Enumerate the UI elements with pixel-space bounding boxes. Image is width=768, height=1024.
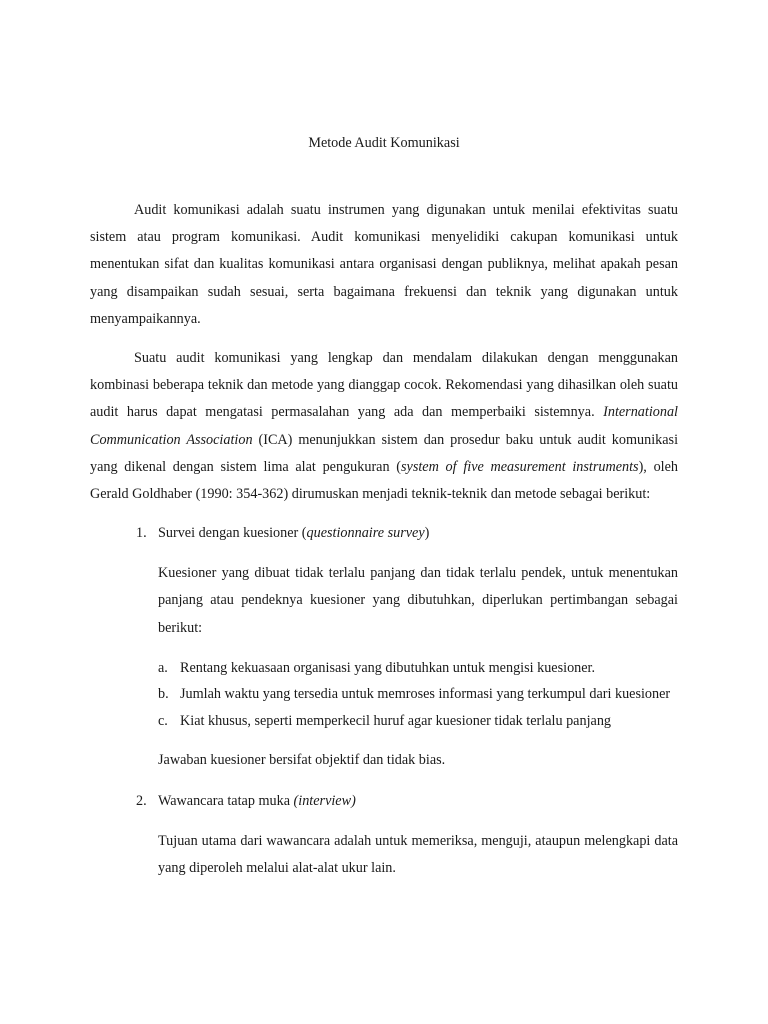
list-item-body: Tujuan utama dari wawancara adalah untuk memeriksa, menguji, ataupun melengkapi data yang diperoleh melalui alat-alat ukur lain. (158, 832, 678, 876)
sub-list-item (158, 681, 678, 708)
sub-list-marker: a. (158, 659, 168, 676)
sub-list-text: Jumlah waktu yang tersedia untuk memroses informasi yang terkumpul dari kuesioner (180, 686, 671, 703)
list-item-body: Kuesioner yang dibuat tidak terlalu panjang dan tidak terlalu pendek, untuk menentukan panjang atau pendeknya kuesioner yang dibutuhkan, diperlukan pertimbangan sebagai berikut: (158, 565, 678, 636)
methods-list (90, 520, 678, 882)
heading-italic: questionnaire survey (306, 525, 425, 542)
sub-list-text: Rentang kekuasaan organisasi yang dibutuhkan untuk mengisi kuesioner. (180, 659, 596, 676)
sub-list-marker: b. (158, 686, 169, 703)
list-number: 1. (136, 525, 147, 542)
list-item (90, 520, 678, 774)
sub-list-item (158, 655, 678, 682)
list-item (90, 788, 678, 882)
methods-text-2: (ICA) menunjukkan sistem dan prosedur baku untuk audit komunikasi yang dikenal dengan sistem lima alat pengukuran ( (90, 431, 679, 475)
list-number: 2. (136, 792, 147, 809)
heading-close: ) (424, 525, 430, 542)
list-item-heading (158, 788, 678, 815)
methods-italic-2: system of five measurement instruments (401, 458, 639, 475)
intro-paragraph: Audit komunikasi adalah suatu instrumen yang digunakan untuk menilai efektivitas suatu sistem atau program komunikasi. Audit komunikasi menyelidiki cakupan komunikasi untuk menentukan sifat dan kualitas komunikasi antara organisasi dengan publiknya, melihat apakah pesan yang disampaikan sudah sesuai, serta bagaimana frekuensi dan teknik yang digunakan untuk menyampaikannya. (90, 202, 678, 327)
sub-list (158, 655, 678, 735)
document-title: Metode Audit Komunikasi (308, 135, 460, 151)
methods-text-3: ), oleh Gerald Goldhaber (1990: 354-362) dirumuskan menjadi teknik-teknik dan metode sebagai berikut: (90, 458, 678, 503)
sub-list-item (158, 708, 678, 735)
methods-text-1: Suatu audit komunikasi yang lengkap dan mendalam dilakukan dengan menggunakan kombinasi beberapa teknik dan metode yang dianggap cocok. Rekomendasi yang dihasilkan oleh suatu audit harus dapat mengatasi permasalahan yang ada dan memperbaiki sistemnya. (90, 350, 678, 421)
list-item-heading (158, 520, 678, 547)
methods-italic-1: International Communication Association (90, 404, 678, 448)
sub-list-marker: c. (158, 712, 168, 729)
list-item-closing: Jawaban kuesioner bersifat objektif dan tidak bias. (158, 752, 446, 769)
heading-text: Survei dengan kuesioner ( (158, 525, 307, 542)
heading-italic: (interview) (293, 792, 356, 809)
heading-text: Wawancara tatap muka (158, 792, 294, 809)
sub-list-text: Kiat khusus, seperti memperkecil huruf agar kuesioner tidak terlalu panjang (180, 712, 612, 729)
methods-paragraph (90, 345, 678, 508)
